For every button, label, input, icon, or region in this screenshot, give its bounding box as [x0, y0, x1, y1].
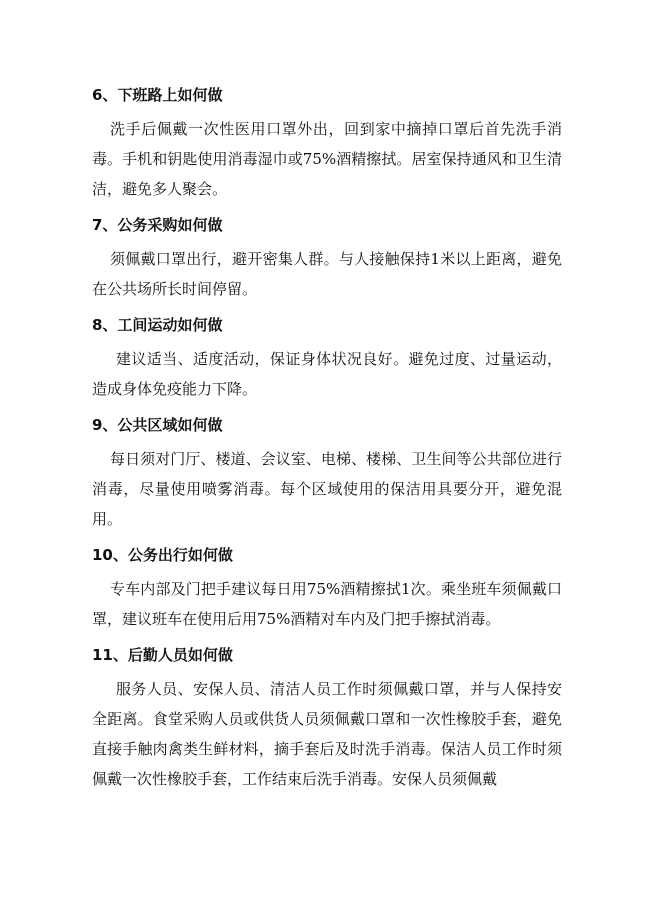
section-heading: 10、公务出行如何做 [92, 546, 233, 564]
section-6 [92, 84, 562, 204]
section-heading: 6、下班路上如何做 [92, 86, 223, 104]
section-paragraph: 建议适当、适度活动，保证身体状况良好。避免过度、过量运动，造成身体免疫能力下降。 [92, 350, 562, 398]
section-heading: 8、工间运动如何做 [92, 316, 223, 334]
section-10 [92, 544, 562, 634]
section-7 [92, 214, 562, 304]
section-heading: 11、后勤人员如何做 [92, 646, 233, 664]
section-9 [92, 414, 562, 534]
section-paragraph: 洗手后佩戴一次性医用口罩外出，回到家中摘掉口罩后首先洗手消毒。手机和钥匙使用消毒湿巾或75%酒精擦拭。居室保持通风和卫生清洁，避免多人聚会。 [92, 120, 562, 198]
section-8 [92, 314, 562, 404]
section-heading: 7、公务采购如何做 [92, 216, 223, 234]
section-paragraph: 服务人员、安保人员、清洁人员工作时须佩戴口罩，并与人保持安全距离。食堂采购人员或供货人员须佩戴口罩和一次性橡胶手套，避免直接手触肉禽类生鲜材料，摘手套后及时洗手消毒。保洁人员工作时须佩戴一次性橡胶手套，工作结束后洗手消毒。安保人员须佩戴 [92, 680, 562, 788]
section-paragraph: 每日须对门厅、楼道、会议室、电梯、楼梯、卫生间等公共部位进行消毒，尽量使用喷雾消毒。每个区域使用的保洁用具要分开，避免混用。 [92, 450, 562, 528]
section-paragraph: 专车内部及门把手建议每日用75%酒精擦拭1次。乘坐班车须佩戴口罩，建议班车在使用后用75%酒精对车内及门把手擦拭消毒。 [92, 580, 562, 628]
section-11 [92, 644, 562, 794]
section-paragraph: 须佩戴口罩出行，避开密集人群。与人接触保持1米以上距离，避免在公共场所长时间停留。 [92, 250, 562, 298]
document-body [92, 84, 562, 804]
section-heading: 9、公共区域如何做 [92, 416, 223, 434]
